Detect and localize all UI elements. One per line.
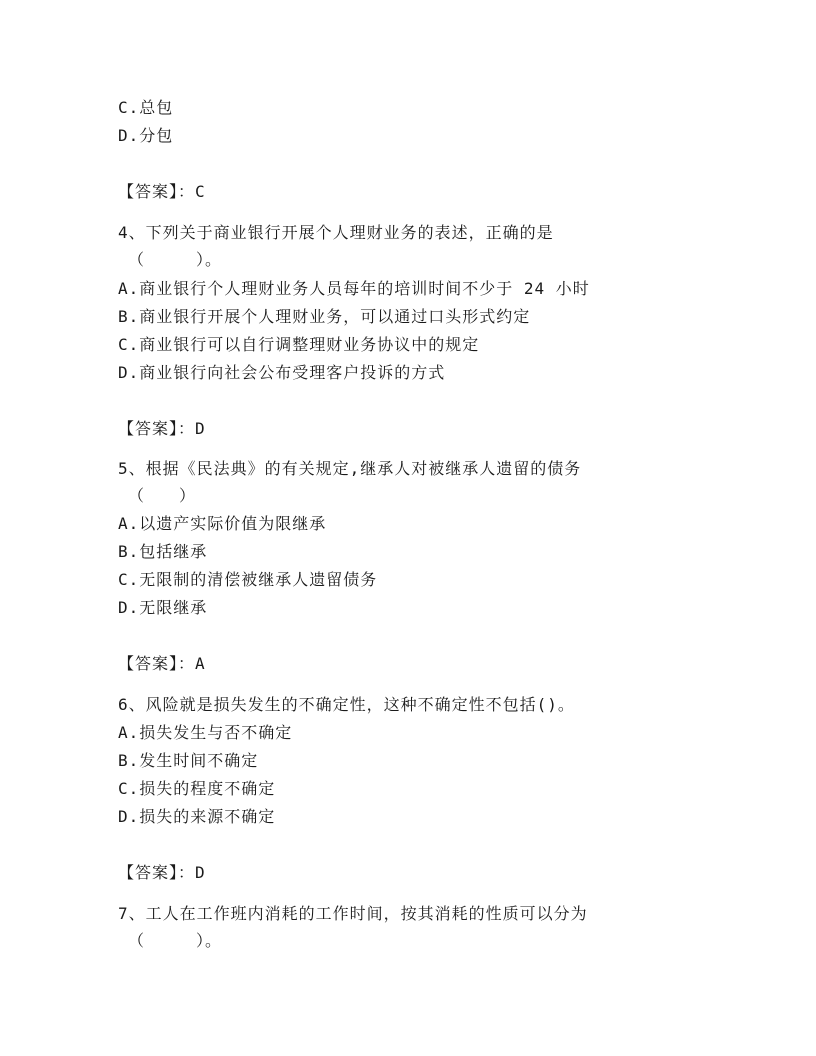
question-5-option-a: A.以遗产实际价值为限继承 — [118, 514, 327, 533]
question-5-option-b: B.包括继承 — [118, 542, 208, 561]
option-c: C.总包 — [118, 98, 174, 117]
question-4-option-d: D.商业银行向社会公布受理客户投诉的方式 — [118, 363, 446, 382]
question-4-option-b: B.商业银行开展个人理财业务，可以通过口头形式约定 — [118, 307, 531, 326]
question-5-blank: （ ） — [128, 486, 197, 505]
question-6-answer: 【答案】：D — [118, 863, 206, 882]
question-5-option-d: D.无限继承 — [118, 598, 208, 617]
question-4-option-a: A.商业银行个人理财业务人员每年的培训时间不少于 24 小时 — [118, 279, 590, 298]
question-4-stem: 4、下列关于商业银行开展个人理财业务的表述，正确的是 — [118, 223, 554, 242]
question-4-option-c: C.商业银行可以自行调整理财业务协议中的规定 — [118, 335, 480, 354]
question-6-option-a: A.损失发生与否不确定 — [118, 723, 293, 742]
question-4-answer: 【答案】：D — [118, 419, 206, 438]
question-5-stem: 5、根据《民法典》的有关规定,继承人对被继承人遗留的债务 — [118, 459, 582, 478]
question-6-option-c: C.损失的程度不确定 — [118, 779, 276, 798]
option-d: D.分包 — [118, 126, 174, 145]
question-7-blank: （ ）。 — [128, 931, 223, 950]
question-7-stem: 7、工人在工作班内消耗的工作时间，按其消耗的性质可以分为 — [118, 904, 588, 923]
answer-label: 【答案】：C — [118, 182, 206, 201]
question-5-option-c: C.无限制的清偿被继承人遗留债务 — [118, 570, 378, 589]
question-5-answer: 【答案】：A — [118, 654, 206, 673]
question-6-stem: 6、风险就是损失发生的不确定性，这种不确定性不包括()。 — [118, 695, 575, 714]
question-4-blank: （ ）。 — [128, 250, 223, 269]
question-6-option-b: B.发生时间不确定 — [118, 751, 259, 770]
question-6-option-d: D.损失的来源不确定 — [118, 807, 276, 826]
